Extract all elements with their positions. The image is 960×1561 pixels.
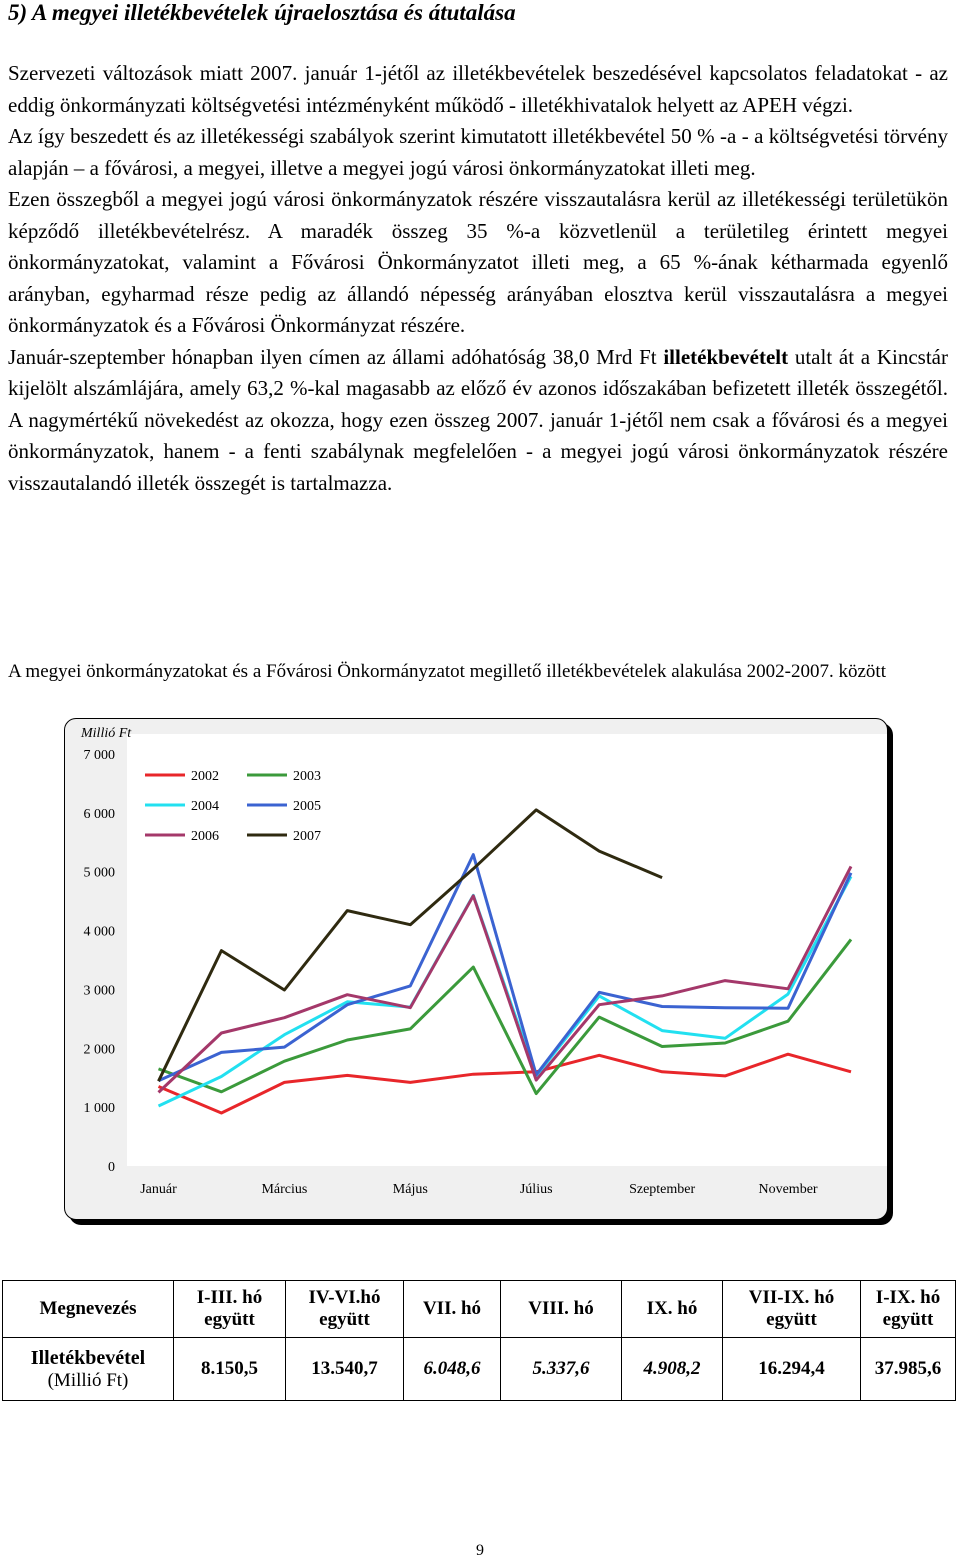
row-label [3,1338,174,1401]
header-cell: VII. hó [404,1281,501,1338]
table-cell: 16.294,4 [723,1338,861,1401]
chart-frame [64,718,888,1220]
chart-caption: A megyei önkormányzatokat és a Fővárosi Önkormányzatot megillető illetékbevételek alakulása 2002-2007. között [8,661,886,682]
y-axis-label: Millió Ft [81,726,132,741]
header-cell: VII-IX. hó együtt [723,1281,861,1338]
x-tick-label: Július [519,1182,553,1197]
table-cell: 5.337,6 [501,1338,622,1401]
x-tick-label: Január [140,1182,177,1197]
x-tick-label: November [758,1182,818,1197]
table-cell: 6.048,6 [404,1338,501,1401]
line-chart [65,719,887,1219]
paragraph-4 [8,342,948,500]
y-tick-label: 3 000 [83,983,115,999]
x-tick-label: Május [392,1182,428,1197]
section-heading: 5) A megyei illetékbevételek újraelosztása és átutalása [8,0,516,25]
paragraph-2: Az így beszedett és az illetékességi szabályok szerint kimutatott illetékbevétel 50 % -a - a költségvetési törvény alapján – a fővárosi, a megyei, illetve a megyei jogú városi önkormányzatokat illeti meg. [8,124,948,180]
y-tick-label: 1 000 [83,1101,115,1117]
header-cell: I-IX. hó együtt [861,1281,956,1338]
y-tick-label: 4 000 [83,924,115,940]
legend-label-2006: 2006 [191,829,219,844]
table-cell: 13.540,7 [286,1338,404,1401]
header-cell: I-III. hó együtt [174,1281,286,1338]
paragraph-1: Szervezeti változások miatt 2007. január 1-jétől az illetékbevételek beszedésével kapcsolatos feladatokat - az eddig önkormányzati költségvetési intézményként működő - illetékhivatalok helyett az APEH végzi. [8,61,948,117]
page-number: 9 [476,1542,484,1559]
y-tick-label: 7 000 [83,748,115,763]
header-cell: VIII. hó [501,1281,622,1338]
legend-label-2003: 2003 [293,769,321,784]
row-label-line2: (Millió Ft) [47,1369,129,1391]
table-cell: 37.985,6 [861,1338,956,1401]
x-tick-label: Március [261,1182,308,1197]
paragraph-4-part1: Január-szeptember hónapban ilyen címen az állami adóhatóság 38,0 Mrd Ft [8,344,664,369]
x-tick-label: Szeptember [629,1182,696,1197]
paragraph-4-bold: illetékbevételt [663,344,789,369]
legend-label-2004: 2004 [191,799,219,814]
y-tick-label: 2 000 [83,1042,115,1058]
y-tick-label: 0 [108,1160,115,1175]
header-cell: Megnevezés [3,1281,174,1338]
body-text [8,58,948,499]
legend-label-2007: 2007 [293,829,321,844]
legend-label-2005: 2005 [293,799,321,814]
table-row [3,1338,956,1401]
header-cell: IX. hó [622,1281,723,1338]
table-cell: 4.908,2 [622,1338,723,1401]
y-tick-label: 5 000 [83,865,115,881]
table-cell: 8.150,5 [174,1338,286,1401]
plot-area [127,734,887,1166]
header-cell: IV-VI.hó együtt [286,1281,404,1338]
row-label-line1: Illetékbevétel [30,1346,146,1369]
summary-table [2,1280,956,1401]
paragraph-3: Ezen összegből a megyei jogú városi önkormányzatok részére visszautalásra kerül az illetékességi területükön képződő illetékbevételrész. A maradék összeg 35 %-a közvetlenül a területileg érintett megyei önkormányzatokat, valamint a Fővárosi Önkormányzatot illeti meg, a 65 %-ának kétharmada egyenlő arányban, egyharmad része pedig az állandó népesség arányában elosztva kerül visszautalásra a megyei önkormányzatok és a Fővárosi Önkormányzat részére. [8,187,948,337]
legend-label-2002: 2002 [191,769,219,784]
y-tick-label: 6 000 [83,806,115,822]
paragraph-4-part2: utalt át a Kincstár kijelölt alszámlájára, amely 63,2 %-kal magasabb az előző év azonos időszakában befizetett illeték összegétől. A nagymértékű növekedést az okozza, hogy ezen összeg 2007. január 1-jétől nem csak a fővárosi és a megyei önkormányzatok, hanem - a fenti szabálynak megfelelően - a megyei jogú városi önkormányzatok részére visszautalandó illeték összegét is tartalmazza. [8,344,948,495]
table-header-row [3,1281,956,1338]
